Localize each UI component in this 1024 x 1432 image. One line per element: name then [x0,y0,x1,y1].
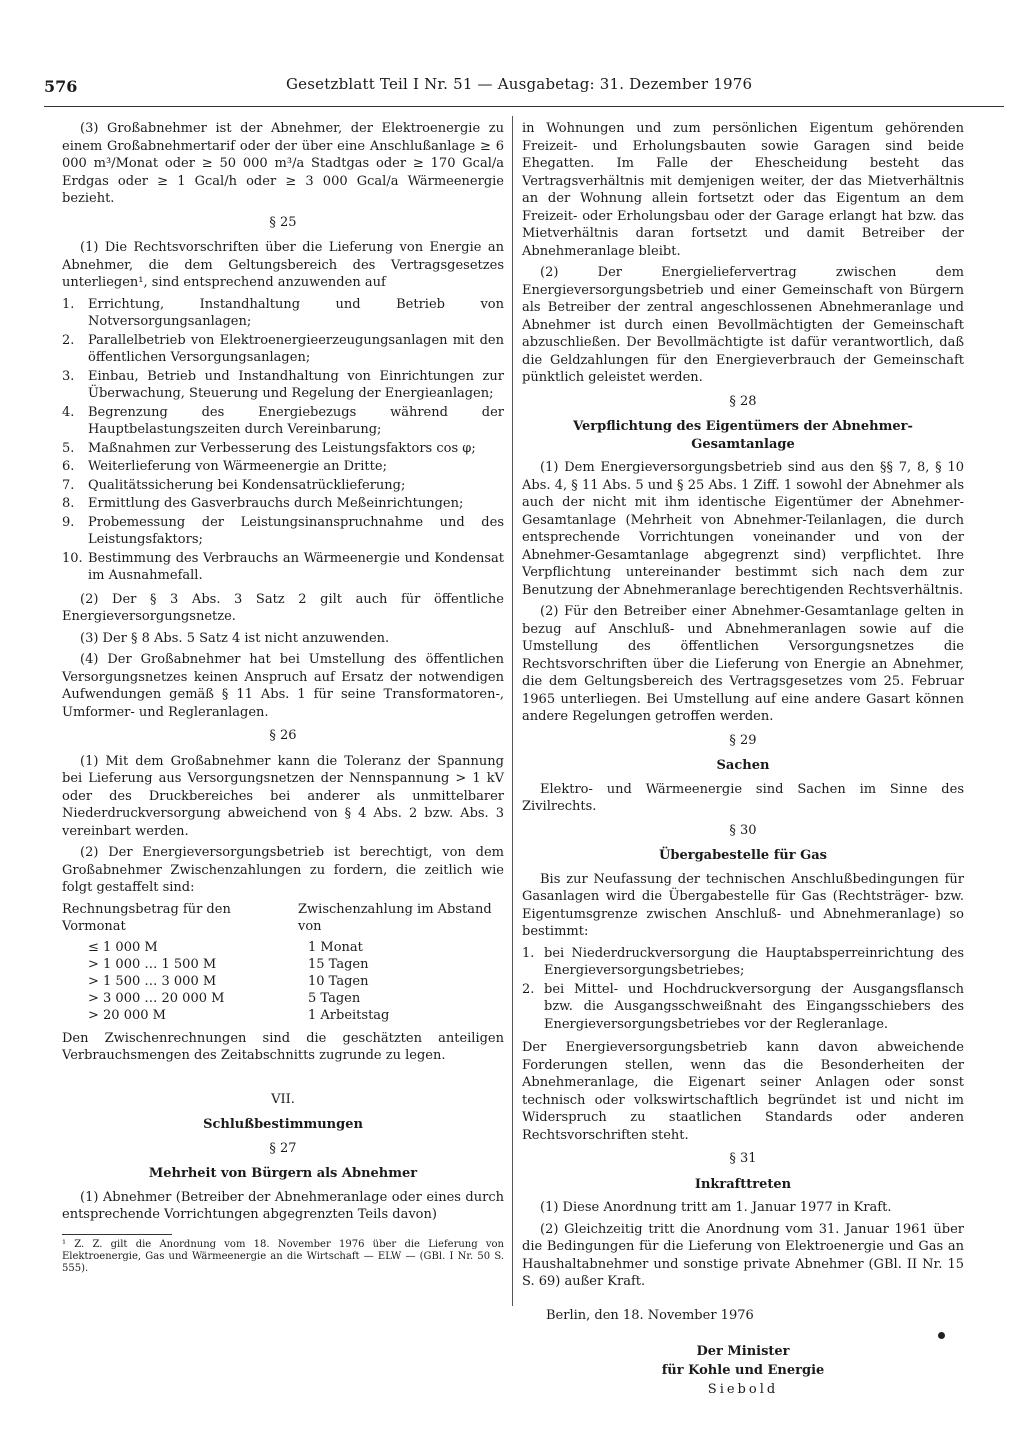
part-number: VII. [271,1091,295,1107]
list-number: 1. [522,945,535,961]
left-column [62,120,504,1275]
paragraph-s26-1: (1) Mit dem Großabnehmer kann die Toleranz der Spannung bei Lieferung aus Versorgungsnetzen der Nennspannung > 1 kV oder des Druckbereiches bei anderer als unmittelbarer Niederdruckversorgung abweichend von § 4 Abs. 2 bzw. Abs. 3 vereinbart werden. [62,753,504,839]
paragraph-s26-2: (2) Der Energieversorgungsbetrieb ist berechtigt, von dem Großabnehmer Zwischenzahlungen zu fordern, die zeitlich wie folgt gestaffelt sind: [62,845,504,895]
column-divider [512,116,513,1306]
cell-amount: > 1 000 … 1 500 M [88,956,217,972]
section-heading-28: § 28 [729,393,757,409]
list-item [62,332,504,367]
paragraph-s27-2: (2) Der Energieliefervertrag zwischen dem Energieversorgungsbetrieb und einer Gemeinschaft von Bürgern als Betreiber der zentral angeschlossenen Abnehmeranlage und Abnehmer ist durch einen Bevollmächtigten der Gemeinschaft abzuschließen. Der Bevollmächtigte ist dafür verantwortlich, daß die Geldzahlungen für den Energieverbrauch der Gemeinschaft pünktlich geleistet werden. [522,265,964,385]
table-row [62,1007,502,1024]
list-text: Bestimmung des Verbrauchs an Wärmeenergie und Kondensat im Ausnahmefall. [88,550,504,583]
table-row [62,973,502,990]
list-item [62,296,504,331]
list-item [62,404,504,439]
list-text: Probemessung der Leistungsinanspruchnahme und des Leistungsfaktors; [88,514,504,547]
paragraph-s30-2: Der Energieversorgungsbetrieb kann davon abweichende Forderungen stellen, wenn das die Besonderheiten der Abnehmeranlage, die Eigenart seiner Anlagen oder sonst technisch oder volkswirtschaftlich begründet ist und nicht im Widerspruch zu staatlichen Standards oder anderen Rechtsvorschriften steht. [522,1040,964,1143]
page-header [0,74,1024,96]
list-number: 8. [62,496,75,511]
cell-interval: 1 Arbeitstag [308,1007,390,1023]
right-column [522,120,964,1399]
list-text: Begrenzung des Energiebezugs während der Hauptbelastungszeiten durch Vereinbarung; [88,404,504,437]
list-text: Qualitätssicherung bei Kondensatrücklieferung; [88,477,406,493]
list-number: 9. [62,514,75,530]
section-title-29: Sachen [716,758,770,773]
s30-list [522,945,964,1034]
paragraph-s31-2: (2) Gleichzeitig tritt die Anordnung vom 31. Januar 1961 über die Bedingungen für die Lieferung von Elektroenergie und Gas an Haushaltabnehmer und sonstige private Abnehmer (GBl. II Nr. 15 S. 69) außer Kraft. [522,1221,964,1289]
list-text: bei Niederdruckversorgung die Hauptabsperreinrichtung des Energieversorgungsbetriebes; [544,945,964,978]
cell-interval: 15 Tagen [308,956,369,972]
list-text: Maßnahmen zur Verbesserung des Leistungsfaktors cos φ; [88,440,476,456]
paragraph-s24-3: (3) Großabnehmer ist der Abnehmer, der Elektroenergie zu einem Großabnehmertarif oder der über eine Anschlußanlage ≥ 6 000 m³/Monat oder ≥ 50 000 m³/a Stadtgas oder ≥ 170 Gcal/a Erdgas oder ≥ 1 Gcal/h oder ≥ 3 000 Gcal/a Wärmeenergie bezieht. [62,121,504,206]
column-header-amount: Rechnungsbetrag für den Vormonat [62,901,231,934]
paragraph-s28-1: (1) Dem Energieversorgungsbetrieb sind aus den §§ 7, 8, § 10 Abs. 4, § 11 Abs. 5 und § 25 Abs. 1 Ziff. 1 sowohl der Abnehmer als auch der nicht mit ihm identische Eigentümer der Abnehmer-Gesamtanlage (Mehrheit von Abnehmer-Teilanlagen, die durch entsprechende Vorrichtungen voneinander und von der Abnehmer-Gesamtanlage abgegrenzt sind) verpflichtet. Ihre Verpflichtung untereinander bestimmt sich nach dem zur Benutzung der Abnehmeranlage berechtigenden Rechtsverhältnis. [522,460,964,598]
list-item [522,945,964,980]
header-rule [44,106,1004,107]
table-row [62,990,502,1007]
list-item [62,514,504,549]
section-title-31: Inkrafttreten [694,1176,792,1192]
paragraph-s27-1-cont: in Wohnungen und zum persönlichen Eigentum gehörenden Freizeit- und Erholungsbauten sowie Garagen sind beide Ehegatten. Im Falle der Ehescheidung besteht das Vertragsverhältnis mit demjenigen weiter, der das Mietverhältnis an der Wohnung allein fortsetzt oder das Eigentum an dem Freizeit- oder Erholungsbau oder der Garage erlangt hat bzw. das Mietverhältnis daran fortsetzt und damit Betreiber der Abnehmeranlage bleibt. [522,121,964,259]
list-number: 7. [62,477,75,493]
ink-dot [938,1332,945,1339]
payment-schedule-table [62,901,502,1024]
section-heading-26: § 26 [269,728,297,743]
paragraph-s31-1: (1) Diese Anordnung tritt am 1. Januar 1977 in Kraft. [540,1200,892,1215]
list-text: Einbau, Betrieb und Instandhaltung von Einrichtungen zur Überwachung, Steuerung und Regelung der Energieanlagen; [88,368,504,401]
list-number: 4. [62,404,75,420]
section-heading-25: § 25 [269,214,297,230]
signer-name: Siebold [707,1382,779,1397]
place-date: Berlin, den 18. November 1976 [546,1307,754,1323]
cell-interval: 1 Monat [308,939,363,955]
cell-amount: > 1 500 … 3 000 M [88,973,217,989]
cell-interval: 10 Tagen [308,973,369,989]
paragraph-s29-1: Elektro- und Wärmeenergie sind Sachen im Sinne des Zivilrechts. [522,781,964,814]
s25-list [62,296,504,585]
section-heading-27: § 27 [269,1140,297,1156]
signature-title: Der Minister [696,1344,790,1359]
section-title-27: Mehrheit von Bürgern als Abnehmer [148,1166,418,1181]
list-item [62,458,504,476]
list-number: 6. [62,459,75,474]
section-heading-31: § 31 [729,1151,757,1166]
table-row [62,939,502,956]
list-text: Ermittlung des Gasverbrauchs durch Meßeinrichtungen; [88,496,464,511]
list-item [62,477,504,495]
list-number: 2. [62,332,75,348]
paragraph-s30-1: Bis zur Neufassung der technischen Anschlußbedingungen für Gasanlagen wird die Übergabestelle für Gas (Rechtsträger- bzw. Eigentumsgrenze zwischen Anschluß- und Abnehmeranlage) so bestimmt: [522,871,964,939]
section-title-28: Verpflichtung des Eigentümers der Abnehmer-Gesamtanlage [573,419,913,452]
paragraph-s26-after-table: Den Zwischenrechnungen sind die geschätzten anteiligen Verbrauchsmengen des Zeitabschnitts zugrunde zu legen. [62,1030,504,1063]
paragraph-s27-1: (1) Abnehmer (Betreiber der Abnehmeranlage oder eines durch entsprechende Vorrichtungen abgegrenzten Teils davon) [62,1189,504,1222]
list-text: Parallelbetrieb von Elektroenergieerzeugungsanlagen mit den öffentlichen Versorgungsanlagen; [88,332,504,365]
list-number: 3. [62,368,75,384]
list-number: 10. [62,550,83,566]
list-item [62,495,504,513]
running-head: Gesetzblatt Teil I Nr. 51 — Ausgabetag: 31. Dezember 1976 [286,75,753,93]
list-number: 5. [62,440,75,456]
footnote: ¹ Z. Z. gilt die Anordnung vom 18. November 1976 über die Lieferung von Elektroenergie, Gas und Wärmeenergie an die Wirtschaft — ELW — (GBl. I Nr. 50 S. 555). [62,1238,504,1274]
list-item [522,981,964,1034]
table-header-row [62,901,502,939]
paragraph-s25-1: (1) Die Rechtsvorschriften über die Lieferung von Energie an Abnehmer, die dem Geltungsbereich des Vertragsgesetzes unterliegen¹, sind entsprechend anzuwenden auf [62,240,504,290]
list-number: 2. [522,981,535,997]
section-heading-29: § 29 [729,732,757,748]
list-item [62,440,504,458]
page-number: 576 [44,77,78,96]
cell-amount: ≤ 1 000 M [88,939,158,955]
list-number: 1. [62,296,75,312]
column-header-interval: Zwischenzahlung im Abstand von [298,901,492,934]
paragraph-s25-2: (2) Der § 3 Abs. 3 Satz 2 gilt auch für öffentliche Energieversorgungsnetze. [62,591,504,624]
paragraph-s25-3: (3) Der § 8 Abs. 5 Satz 4 ist nicht anzuwenden. [80,630,390,646]
list-text: Errichtung, Instandhaltung und Betrieb von Notversorgungsanlagen; [88,296,504,329]
part-title: Schlußbestimmungen [203,1117,363,1132]
signature-block [522,1342,964,1380]
paragraph-s28-2: (2) Für den Betreiber einer Abnehmer-Gesamtanlage gelten in bezug auf Anschluß- und Abnehmeranlagen sowie auf die Umstellung des öffentlichen Versorgungsnetzes die Rechtsvorschriften über die Lieferung von Energie an Abnehmer, die dem Geltungsbereich des Vertragsgesetzes vom 25. Februar 1965 unterliegen. Bei Umstellung auf eine andere Gasart können andere Regelungen getroffen werden. [522,604,964,724]
signature-ministry: für Kohle und Energie [661,1363,825,1378]
list-item [62,550,504,585]
paragraph-s25-4: (4) Der Großabnehmer hat bei Umstellung des öffentlichen Versorgungsnetzes keinen Anspruch auf Ersatz der notwendigen Aufwendungen gemäß § 11 Abs. 1 für seine Transformatoren-, Umformer- und Regleranlagen. [62,652,504,720]
section-heading-30: § 30 [729,822,757,838]
cell-interval: 5 Tagen [308,990,361,1006]
list-item [62,368,504,403]
table-row [62,956,502,973]
cell-amount: > 3 000 … 20 000 M [88,990,225,1006]
list-text: bei Mittel- und Hochdruckversorgung der Ausgangsflansch bzw. die Ausgangsschweißnaht des Eingangsschiebers des Energieversorgungsbetriebes vor der Regleranlage. [544,981,964,1032]
section-title-30: Übergabestelle für Gas [659,848,827,863]
list-text: Weiterlieferung von Wärmeenergie an Dritte; [88,459,387,474]
footnote-rule [62,1234,172,1235]
cell-amount: > 20 000 M [88,1007,166,1023]
